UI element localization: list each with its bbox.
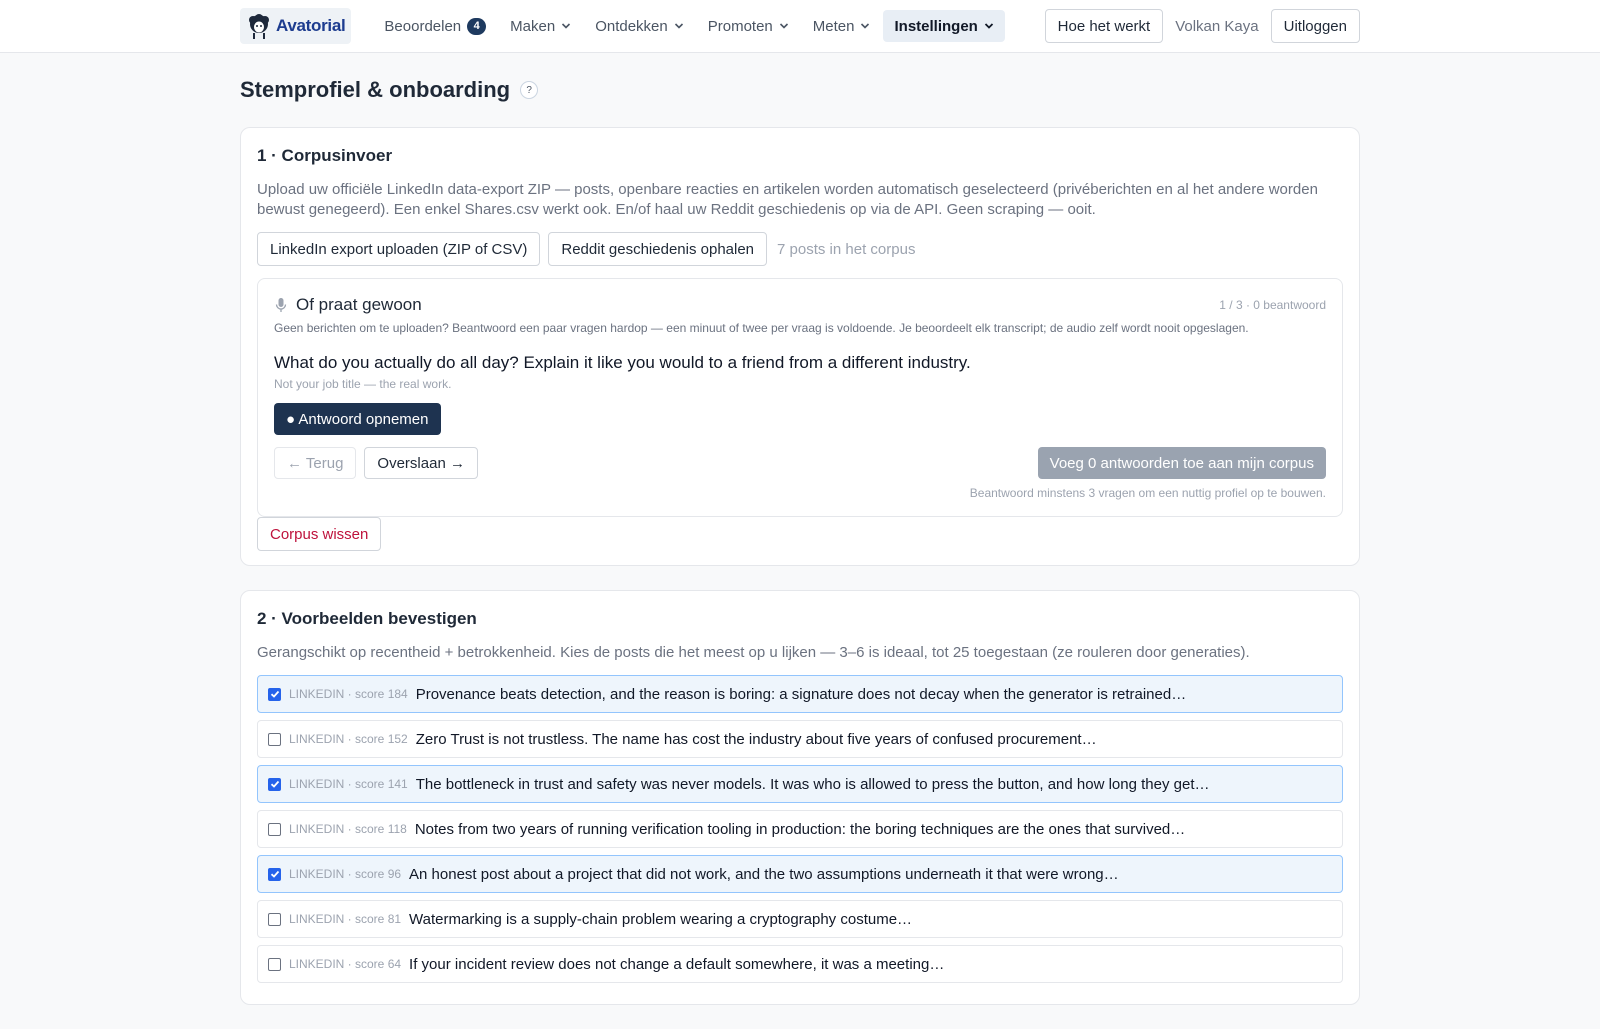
nav-item-label: Meten — [812, 17, 855, 35]
checkbox-checked[interactable] — [268, 688, 281, 701]
top-navigation-bar — [0, 0, 1600, 53]
minimum-answers-note: Beantwoord minstens 3 vragen om een nuttig profiel op te bouwen. — [969, 486, 1326, 500]
voice-interview-panel — [257, 278, 1343, 517]
nav-item-label: Beoordelen — [384, 17, 462, 35]
checkbox-checked[interactable] — [268, 868, 281, 881]
examples-description: Gerangschikt op recentheid + betrokkenheid. Kies de posts die het meest op u lijken — 3–6 is ideaal, tot 25 toegestaan (ze rouleren door generaties). — [257, 644, 1250, 661]
confirm-examples-card — [240, 590, 1360, 1005]
nav-item-label: Promoten — [707, 17, 773, 35]
nav-item-instellingen[interactable] — [883, 10, 1004, 42]
checkmark-icon — [270, 869, 280, 879]
top-navigation-inner — [240, 0, 1360, 52]
interview-question-hint: Not your job title — the real work. — [274, 377, 452, 391]
review-count-badge: 4 — [467, 18, 486, 35]
clear-corpus-button[interactable]: Corpus wissen — [257, 517, 381, 551]
question-navigation — [274, 447, 1326, 479]
example-post-row[interactable] — [257, 765, 1343, 803]
chevron-down-icon — [860, 21, 870, 31]
nav-item-promoten[interactable] — [697, 10, 800, 42]
nav-item-label: Ontdekken — [595, 17, 668, 35]
corpus-count: 7 posts in het corpus — [777, 240, 916, 258]
post-excerpt: The bottleneck in trust and safety was never models. It was who is allowed to press the button, and how long they get… — [415, 775, 1210, 793]
reddit-fetch-button[interactable]: Reddit geschiedenis ophalen — [548, 232, 767, 266]
nav-item-ontdekken[interactable] — [584, 10, 695, 42]
checkbox-checked[interactable] — [268, 778, 281, 791]
examples-section-title: 2 · Voorbeelden bevestigen — [257, 609, 477, 628]
nav-item-beoordelen[interactable] — [373, 10, 497, 42]
post-excerpt: Provenance beats detection, and the reason is boring: a signature does not decay when the generator is retrained… — [415, 685, 1187, 703]
chevron-down-icon — [779, 21, 789, 31]
example-post-row[interactable] — [257, 945, 1343, 983]
checkbox-unchecked[interactable] — [268, 958, 281, 971]
checkbox-unchecked[interactable] — [268, 733, 281, 746]
nav-right-group — [1045, 9, 1360, 43]
example-post-row[interactable] — [257, 675, 1343, 713]
post-source-score: LINKEDIN · score 152 — [289, 732, 408, 746]
chevron-down-icon — [984, 21, 994, 31]
post-source-score: LINKEDIN · score 141 — [289, 777, 408, 791]
post-excerpt: Notes from two years of running verification tooling in production: the boring techniques are the ones that survived… — [414, 820, 1186, 838]
logo-text: Avatorial — [276, 16, 346, 35]
checkbox-unchecked[interactable] — [268, 913, 281, 926]
corpus-input-card — [240, 127, 1360, 566]
nav-item-meten[interactable] — [802, 10, 882, 42]
chevron-down-icon — [561, 21, 571, 31]
interview-question: What do you actually do all day? Explain it like you would to a friend from a different industry. — [274, 353, 971, 372]
post-source-score: LINKEDIN · score 64 — [289, 957, 402, 971]
post-source-score: LINKEDIN · score 118 — [289, 822, 407, 836]
how-it-works-button[interactable]: Hoe het werkt — [1045, 9, 1164, 43]
page-header — [240, 53, 1360, 127]
skip-button[interactable]: Overslaan → — [364, 447, 478, 479]
linkedin-upload-button[interactable]: LinkedIn export uploaden (ZIP of CSV) — [257, 232, 540, 266]
sheep-logo-icon — [244, 11, 274, 41]
nav-item-label: Maken — [510, 17, 556, 35]
page-title: Stemprofiel & onboarding — [240, 77, 511, 102]
add-answers-button[interactable]: Voeg 0 antwoorden toe aan mijn corpus — [1038, 447, 1326, 479]
logo[interactable] — [240, 8, 351, 44]
user-name: Volkan Kaya — [1175, 17, 1259, 35]
microphone-icon — [274, 297, 288, 313]
corpus-actions — [257, 232, 1343, 266]
checkmark-icon — [270, 689, 280, 699]
record-answer-button[interactable]: ● Antwoord opnemen — [274, 403, 441, 435]
voice-panel-title-group — [274, 295, 422, 315]
example-post-row[interactable] — [257, 720, 1343, 758]
post-excerpt: An honest post about a project that did not work, and the two assumptions underneath it that were wrong… — [409, 865, 1119, 883]
voice-panel-subtitle: Geen berichten om te uploaden? Beantwoord een paar vragen hardop — een minuut of twee per vraag is voldoende. Je beoordeelt elk transcript; de audio zelf wordt nooit opgeslagen. — [274, 321, 1249, 335]
example-post-row[interactable] — [257, 810, 1343, 848]
post-excerpt: Zero Trust is not trustless. The name has cost the industry about five years of confused procurement… — [415, 730, 1097, 748]
main-content — [240, 53, 1360, 1029]
example-post-row[interactable] — [257, 855, 1343, 893]
post-source-score: LINKEDIN · score 96 — [289, 867, 402, 881]
logout-button[interactable]: Uitloggen — [1271, 9, 1360, 43]
nav-item-label: Instellingen — [894, 17, 978, 35]
post-source-score: LINKEDIN · score 184 — [289, 687, 408, 701]
nav-item-maken[interactable] — [499, 10, 582, 42]
checkbox-unchecked[interactable] — [268, 823, 281, 836]
chevron-down-icon — [674, 21, 684, 31]
post-excerpt: Watermarking is a supply-chain problem wearing a cryptography costume… — [409, 910, 913, 928]
post-source-score: LINKEDIN · score 81 — [289, 912, 402, 926]
help-icon[interactable]: ? — [520, 81, 538, 99]
checkmark-icon — [270, 779, 280, 789]
corpus-description: Upload uw officiële LinkedIn data-export ZIP — posts, openbare reacties en artikelen worden automatisch geselecteerd (privéberichten en al het andere worden bewust genegeerd). Een enkel Shares.csv werkt ook. En/of haal uw Reddit geschiedenis op via de API. Geen scraping — ooit. — [257, 181, 1318, 218]
post-excerpt: If your incident review does not change a default somewhere, it was a meeting… — [409, 955, 945, 973]
question-progress: 1 / 3 · 0 beantwoord — [1219, 298, 1326, 312]
example-list — [257, 675, 1343, 983]
voice-panel-title: Of praat gewoon — [296, 295, 422, 314]
back-button[interactable]: ← Terug — [274, 447, 356, 479]
example-post-row[interactable] — [257, 900, 1343, 938]
voice-panel-header — [274, 295, 1326, 315]
corpus-section-title: 1 · Corpusinvoer — [257, 146, 393, 165]
